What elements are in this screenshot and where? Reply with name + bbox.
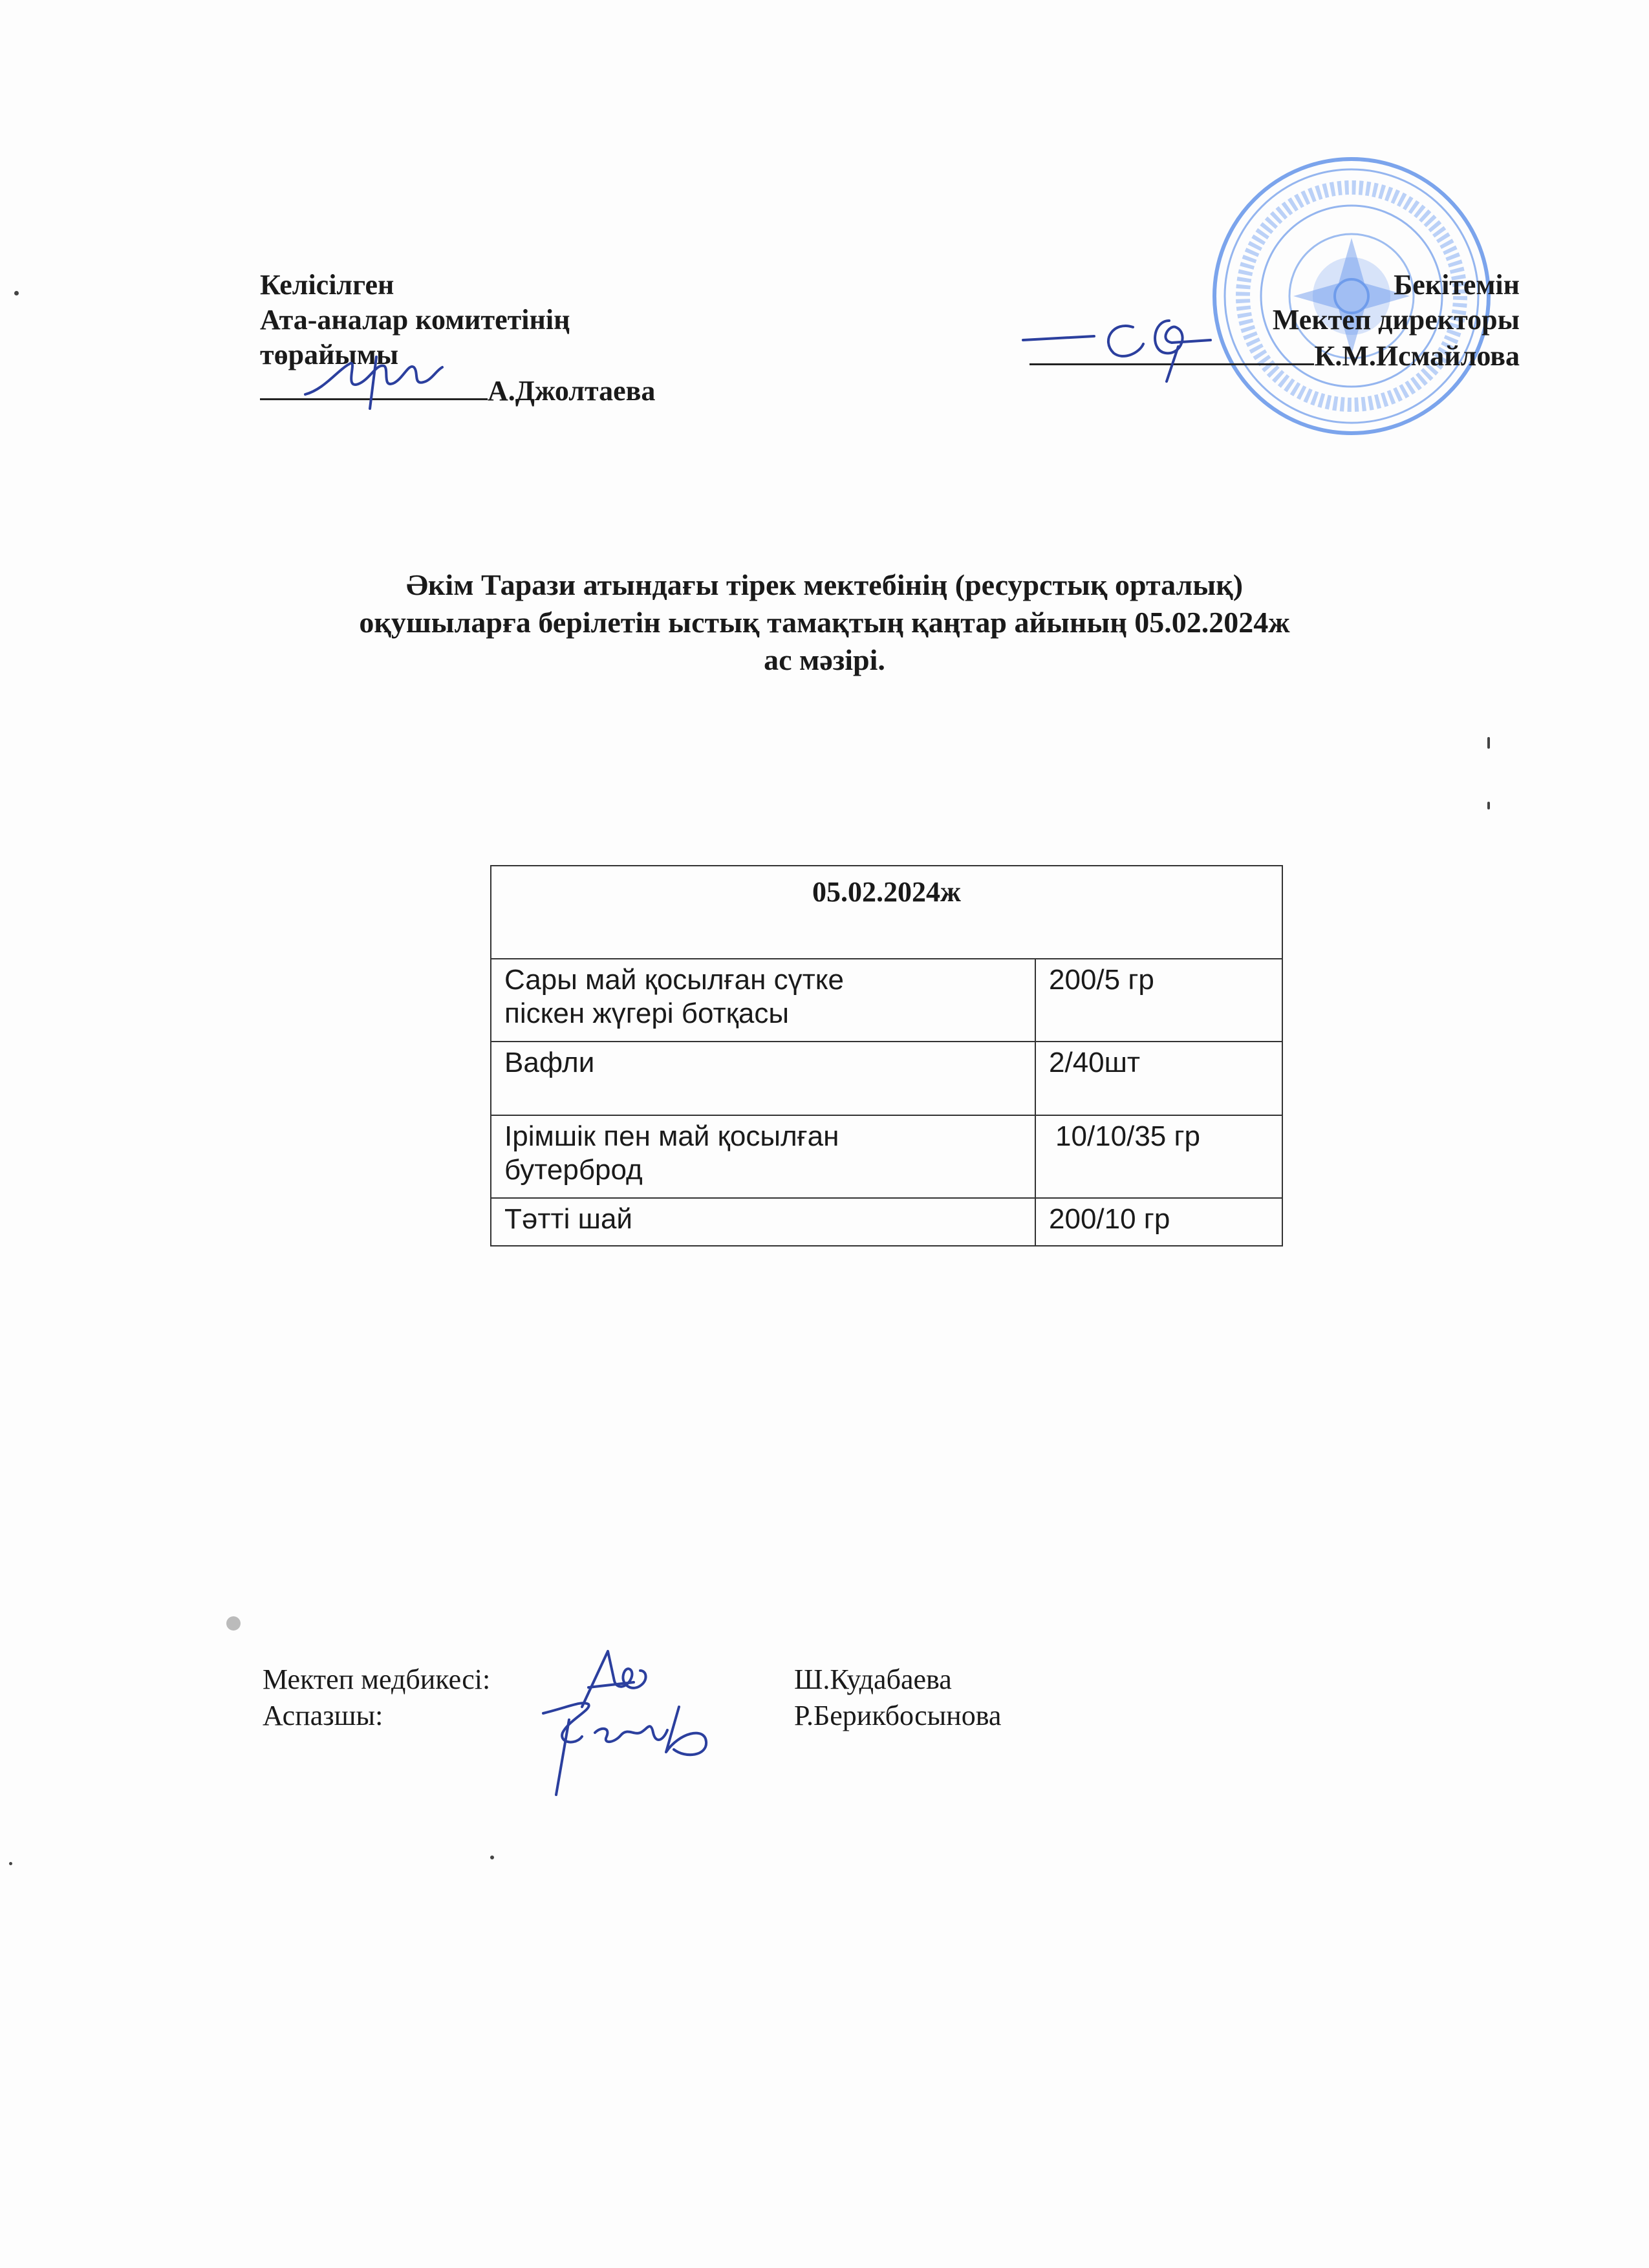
title-line2: оқушыларға берілетін ыстық тамақтың қаңтар айының 05.02.2024ж xyxy=(359,606,1290,639)
scan-speck xyxy=(1487,737,1490,749)
approval-right-signature-line xyxy=(1029,337,1520,374)
title-line3: ас мәзірі. xyxy=(764,643,885,676)
approval-right-line1: Бекітемін xyxy=(1394,269,1520,301)
dish-name-line1: Сары май қосылған сүтке xyxy=(504,964,845,996)
dish-cell xyxy=(491,1198,1035,1246)
dish-name-line1: Ірімшік пен май қосылған xyxy=(504,1120,839,1152)
scan-speck xyxy=(226,1616,241,1631)
scan-speck xyxy=(9,1862,12,1865)
dish-cell xyxy=(491,1115,1035,1198)
cook-name: Р.Берикбосынова xyxy=(794,1700,1002,1731)
cook-label: Аспазшы: xyxy=(263,1700,383,1731)
approval-left-signature-line xyxy=(260,372,655,409)
cook-signature xyxy=(530,1681,724,1804)
title-line1: Әкім Тарази атындағы тірек мектебінің (ресурстық орталық) xyxy=(405,568,1244,601)
approval-right-block xyxy=(1029,268,1520,374)
dish-cell xyxy=(491,1042,1035,1115)
signature-underline xyxy=(1029,337,1314,365)
table-row xyxy=(491,1198,1282,1246)
dish-name-line2: бутерброд xyxy=(504,1154,643,1186)
parent-committee-signature xyxy=(299,344,447,415)
scan-speck xyxy=(14,291,19,295)
approval-left-line1: Келісілген xyxy=(260,269,394,301)
approval-left-block xyxy=(260,268,655,409)
nurse-label: Мектеп медбикесі: xyxy=(263,1664,491,1695)
approval-left-line2: Ата-аналар комитетінің xyxy=(260,304,570,336)
portion-cell: 200/10 гр xyxy=(1035,1198,1282,1246)
nurse-name: Ш.Кудабаева xyxy=(794,1664,952,1695)
dish-name-line1: Вафли xyxy=(504,1047,595,1078)
scan-speck xyxy=(490,1856,494,1859)
dish-cell xyxy=(491,959,1035,1042)
director-signature xyxy=(1017,301,1249,385)
menu-table-header-row xyxy=(491,866,1282,959)
portion-cell: 200/5 гр xyxy=(1035,959,1282,1042)
dish-name-line1: Тәтті шай xyxy=(504,1203,632,1235)
portion-cell: 2/40шт xyxy=(1035,1042,1282,1115)
table-row xyxy=(491,1042,1282,1115)
approval-right-line2: Мектеп директоры xyxy=(1272,304,1520,336)
table-row xyxy=(491,959,1282,1042)
dish-name-line2: піскен жүгері ботқасы xyxy=(504,998,789,1029)
approval-left-name: А.Джолтаева xyxy=(488,375,656,407)
portion-cell: 10/10/35 гр xyxy=(1035,1115,1282,1198)
menu-table-header: 05.02.2024ж xyxy=(491,866,1282,959)
signature-underline xyxy=(260,372,488,400)
table-row xyxy=(491,1115,1282,1198)
document-title xyxy=(0,566,1649,679)
scan-speck xyxy=(1487,802,1490,809)
approval-right-name: К.М.Исмайлова xyxy=(1314,340,1520,372)
approval-left-line3: төрайымы xyxy=(260,339,399,370)
menu-table xyxy=(490,865,1283,1246)
